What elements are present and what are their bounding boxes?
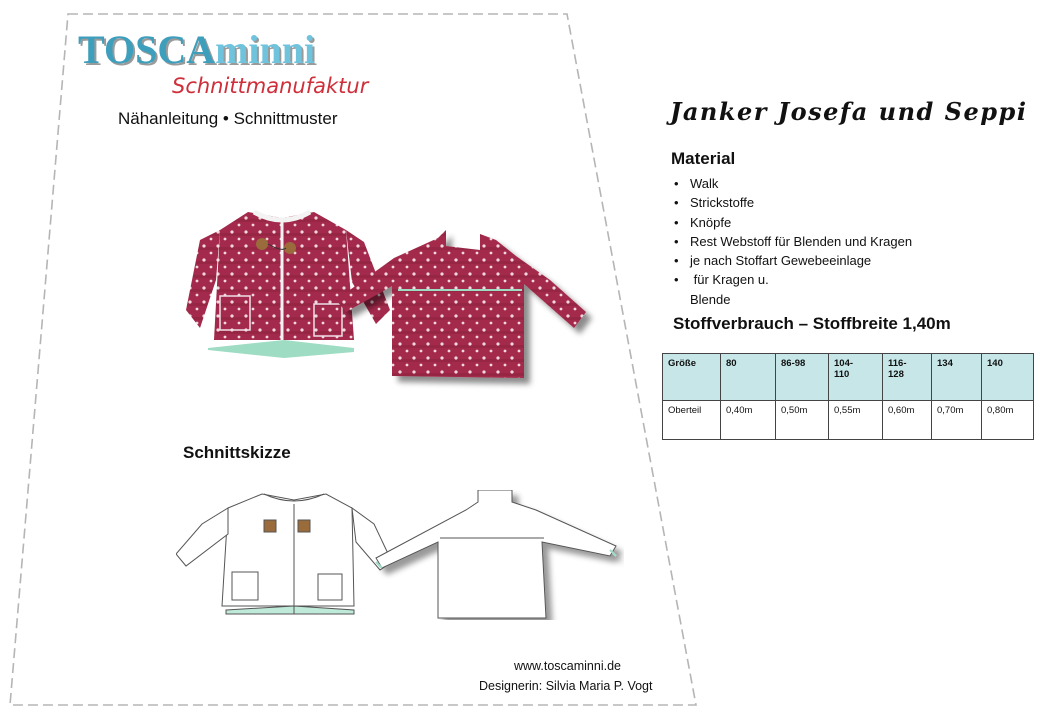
table-cell: 0,55m	[829, 401, 883, 440]
table-cell: 0,80m	[982, 401, 1034, 440]
jacket-photos	[186, 200, 606, 400]
sketch-heading: Schnittskizze	[183, 443, 291, 462]
table-header-cell: 80	[721, 354, 776, 401]
table-cell: 0,60m	[883, 401, 932, 440]
logo-subline	[172, 76, 368, 97]
material-list	[672, 174, 912, 309]
material-item-continuation: Blende	[690, 291, 731, 307]
logo-toscaminni	[78, 27, 316, 72]
jacket-back-sketch	[376, 490, 616, 618]
table-header-cell: 134	[932, 354, 982, 401]
table-cell: 0,70m	[932, 401, 982, 440]
table-header-cell: 116- 128	[883, 354, 932, 401]
table-cell: Oberteil	[663, 401, 721, 440]
table-header-cell: 86-98	[776, 354, 829, 401]
table-header-cell: 140	[982, 354, 1034, 401]
page-title: Janker Josefa und Seppi	[670, 97, 1028, 126]
jacket-sketches	[176, 490, 624, 620]
table-cell: 0,40m	[721, 401, 776, 440]
website: www.toscaminni.de	[514, 659, 621, 673]
material-item: • Walk	[672, 174, 912, 193]
subtitle: Nähanleitung • Schnittmuster	[118, 109, 338, 128]
material-item: • je nach Stoffart Gewebeeinlage	[672, 251, 912, 270]
material-item: • Strickstoffe	[672, 193, 912, 212]
jacket-front-sketch	[176, 494, 392, 614]
material-item: • für Kragen u.	[672, 270, 912, 289]
fabric-table	[662, 353, 1034, 440]
table-header-row	[663, 354, 1034, 401]
logo-text-minni: minni	[215, 27, 316, 72]
table-header-cell: 104- 110	[829, 354, 883, 401]
designer: Designerin: Silvia Maria P. Vogt	[479, 679, 653, 693]
material-heading: Material	[671, 149, 736, 168]
table-header-cell: Größe	[663, 354, 721, 401]
logo-text-tosca: TOSCA	[78, 27, 216, 72]
logo-subline-text: Schnittmanufaktur	[172, 74, 369, 98]
material-item: • Rest Webstoff für Blenden und Kragen	[672, 232, 912, 251]
fabric-heading: Stoffverbrauch – Stoffbreite 1,40m	[673, 314, 951, 333]
material-item: • Knöpfe	[672, 213, 912, 232]
table-row	[663, 401, 1034, 440]
table-cell: 0,50m	[776, 401, 829, 440]
